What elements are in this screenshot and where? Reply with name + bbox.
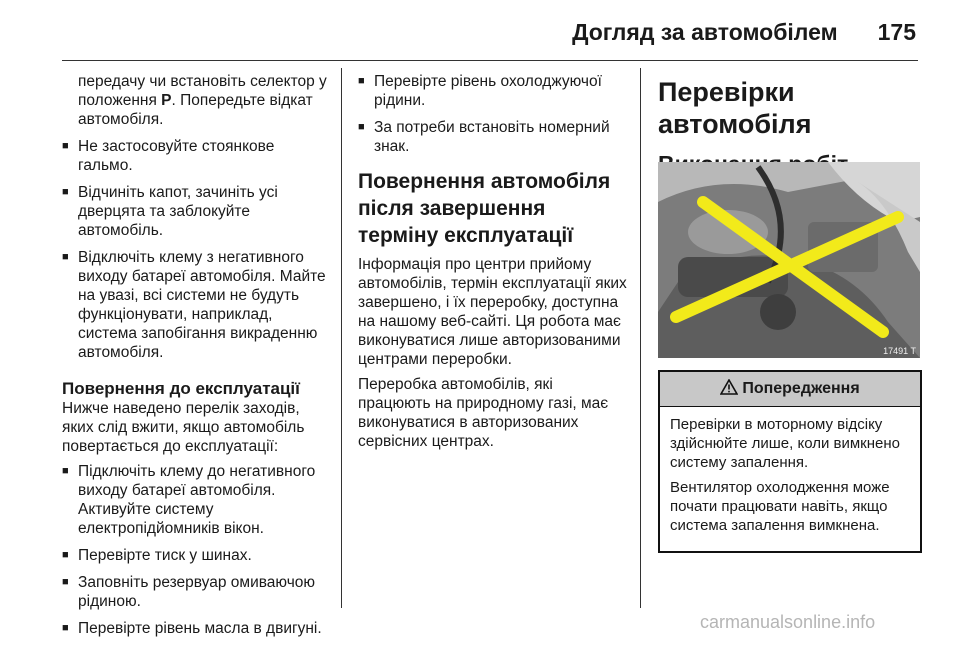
column-divider-2 [640,68,641,608]
bullet-item: ■ Заповніть резервуар омиваючою рідиною. [62,573,330,611]
bullet-item: ■ Підключіть клему до негативного виходу батареї автомобіля. Активуйте систему електропідйомників вікон. [62,462,330,538]
warning-body [660,407,920,551]
section-heading-return-to-service: Повернення до експлуатації [62,379,300,398]
section-paragraph: Переробка автомобілів, які працюють на природному газі, має виконуватися в авторизованих сервісних центрах. [358,376,609,450]
page-number: 175 [877,18,916,45]
column-1-continuation [62,72,330,129]
engine-bay-illustration [658,162,920,358]
column-divider-1 [341,68,342,608]
bullet-item: ■ Перевірте тиск у шинах. [62,546,330,565]
chapter-title: Перевірки автомобіля [658,77,812,139]
warning-paragraph: Перевірки в моторному відсіку здійснюйте лише, коли вимкнено систему запалення. [670,416,900,471]
bullet-item: ■ Перевірте рівень масла в двигуні. [62,619,330,638]
section-intro: Нижче наведено перелік заходів, яких слід вжити, якщо автомобіль повертається до експлуатації: [62,400,305,455]
continuation-text-b: . Попередьте відкат автомобіля. [78,92,313,128]
engine-bay-photo [658,162,920,358]
header-rule [62,60,918,61]
page-header [0,14,916,50]
column-2 [358,72,628,457]
bullet-item: ■ За потреби встановіть номерний знак. [358,118,628,156]
warning-title: Попередження [742,380,860,397]
bullet-item: ■ Відключіть клему з негативного виходу батареї автомобіля. Майте на увазі, всі системи не будуть функціонувати, наприклад, система запобігання викраденню автомобіля. [62,248,330,362]
warning-triangle-icon [720,379,738,400]
column-1 [62,72,330,646]
section-heading-end-of-life: Повернення автомобіля після завершення терміну експлуатації [358,170,611,247]
bullet-item: ■ Перевірте рівень охолоджуючої рідини. [358,72,628,110]
continuation-text-a: передачу чи встановіть селектор у положення [78,73,327,109]
figure-id: 17491 T [883,346,916,356]
header-title: Догляд за автомобілем [572,18,838,45]
watermark: carmanualsonline.info [700,612,876,632]
bullet-item: ■ Не застосовуйте стоянкове гальмо. [62,137,330,175]
warning-paragraph: Вентилятор охолодження може почати працювати навіть, якщо система запалення вимкнена. [670,479,890,534]
selector-position-p: P [161,92,172,109]
bullet-item: ■ Відчиніть капот, зачиніть усі дверцята та заблокуйте автомобіль. [62,183,330,240]
warning-box [658,370,922,553]
warning-header [660,372,920,407]
section-paragraph: Інформація про центри прийому автомобілів, термін експлуатації яких завершено, і їх переробку, доступна на нашому веб-сайті. Ця робота має виконуватися лише авторизованими центрами переробки. [358,256,627,368]
